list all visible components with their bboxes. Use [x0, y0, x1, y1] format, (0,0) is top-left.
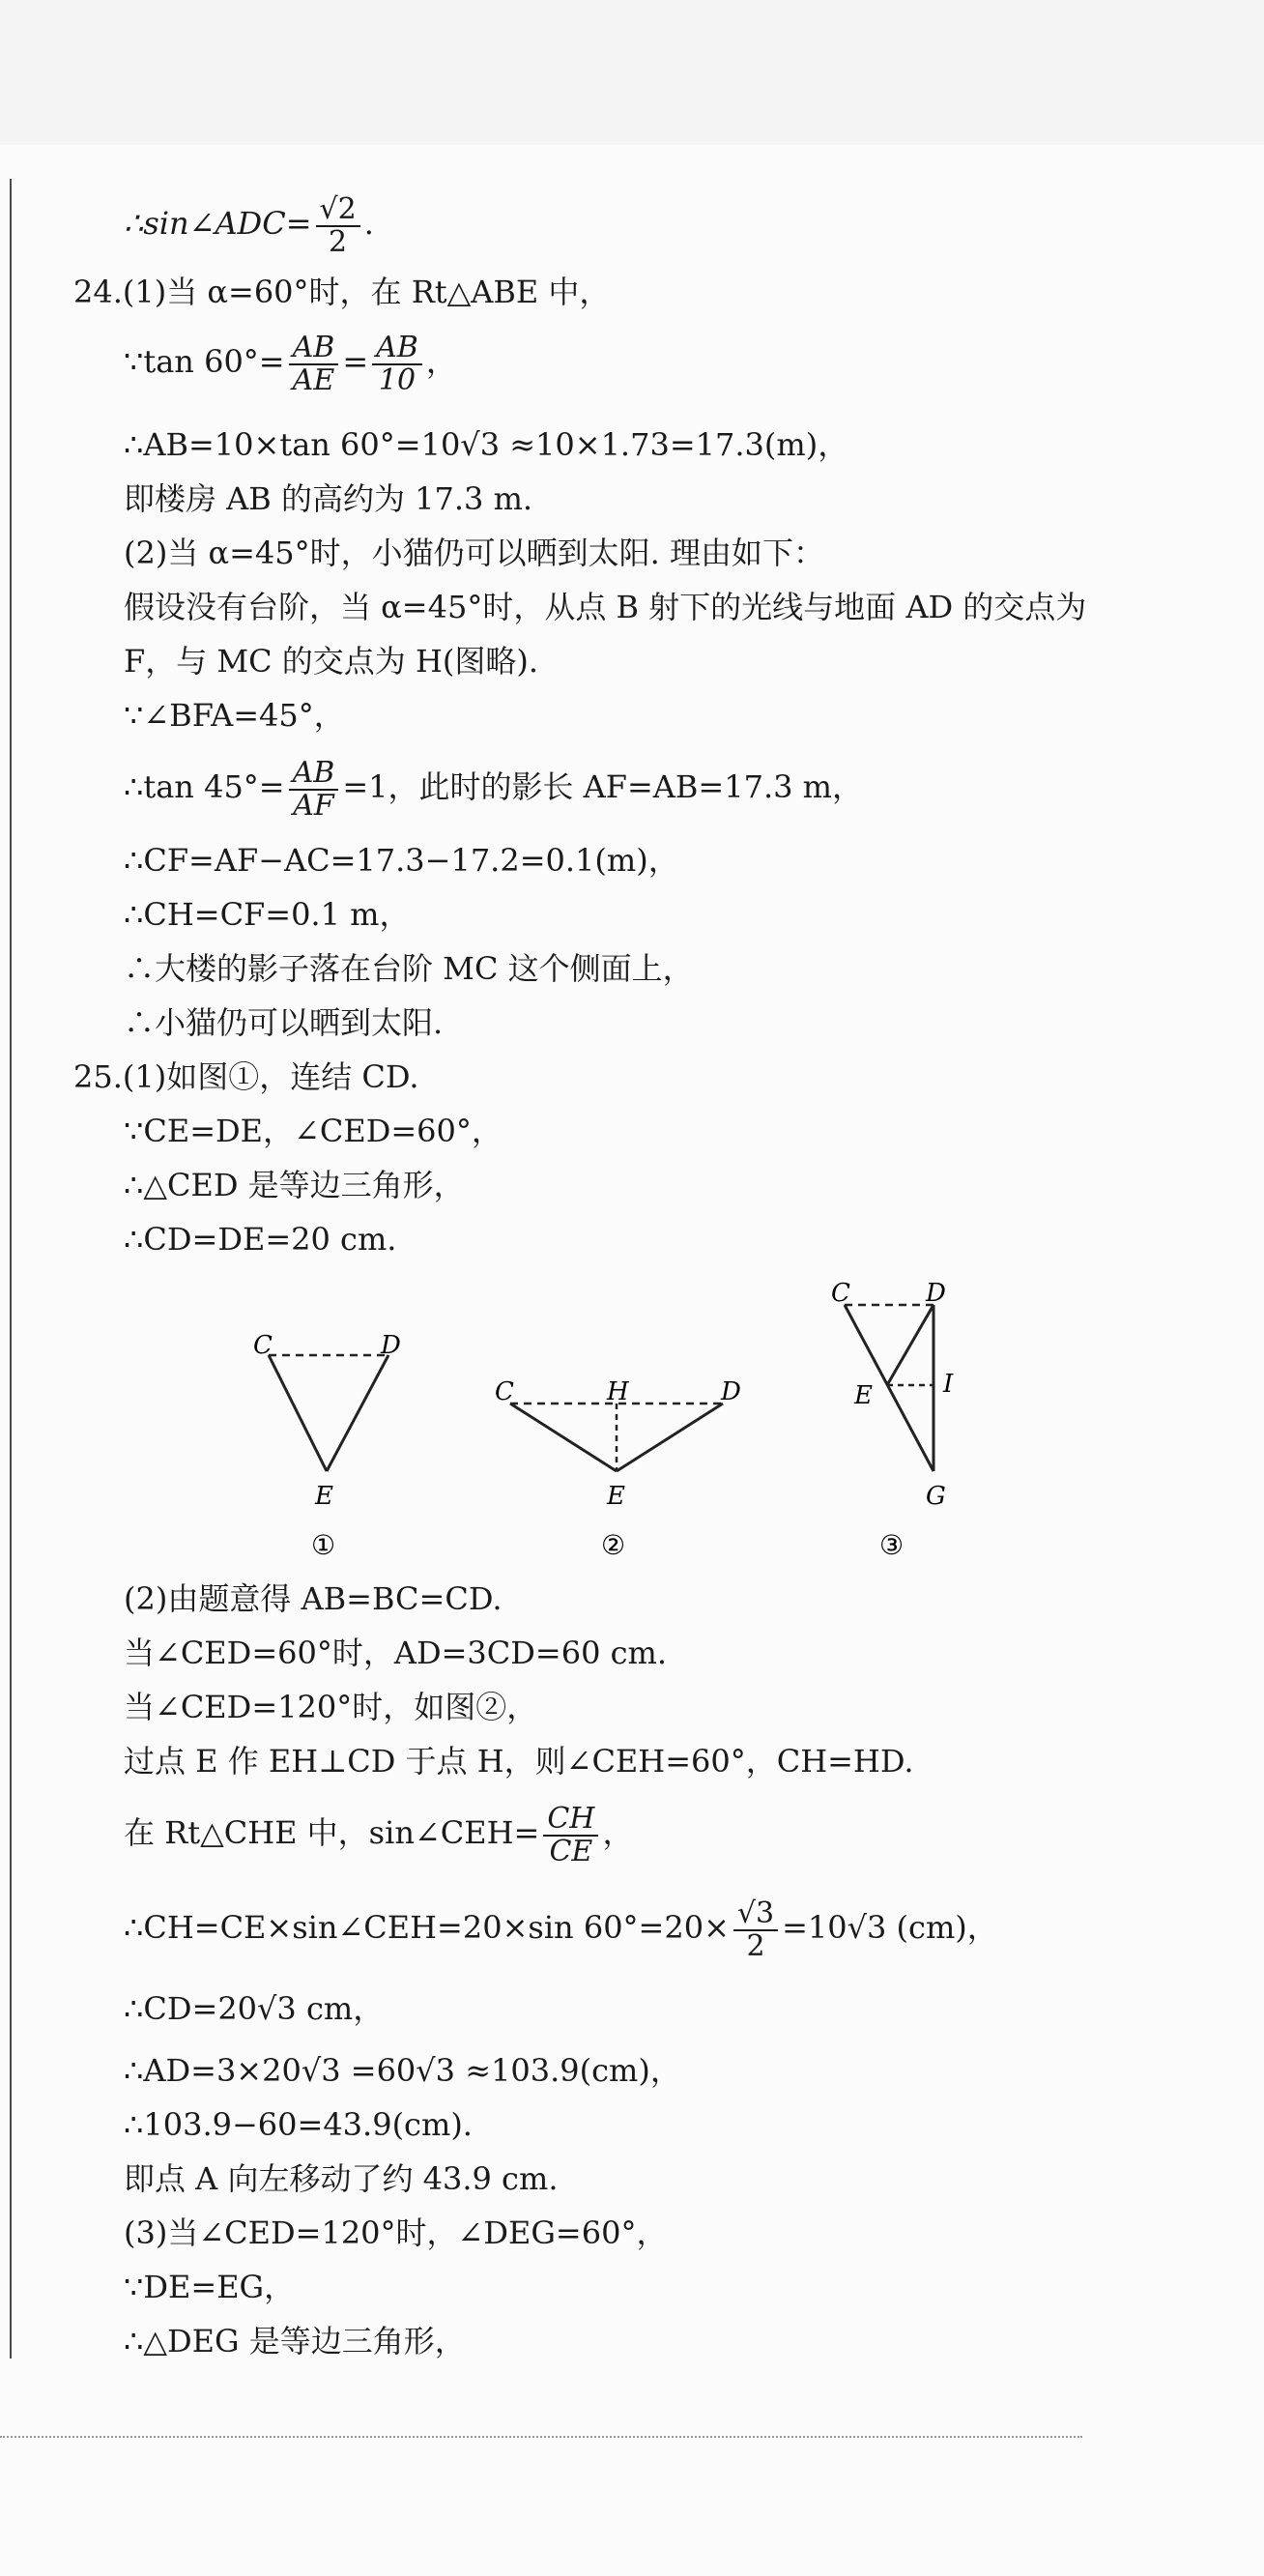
frac-den: 10 — [378, 362, 417, 397]
label-d: D — [381, 1331, 401, 1360]
line-deg: ∴△DEG 是等边三角形， — [124, 2323, 466, 2359]
label-c: C — [253, 1331, 273, 1360]
text: . — [363, 205, 374, 242]
line-cat: ∴小猫仍可以晒到太阳. — [124, 1004, 444, 1041]
frac-den: AE — [292, 362, 335, 397]
line-perp: 过点 E 作 EH⊥CD 于点 H，则∠CEH=60°，CH=HD. — [124, 1743, 914, 1780]
frac-den: 2 — [746, 1928, 765, 1963]
frac-num: √3 — [733, 1898, 778, 1931]
q25-part3: (3)当∠CED=120°时，∠DEG=60°， — [124, 2214, 668, 2251]
figure-2 — [495, 1377, 741, 1561]
label-e: E — [854, 1381, 873, 1410]
q25-part2: (2)由题意得 AB=BC=CD. — [124, 1580, 503, 1617]
label-c: C — [495, 1377, 514, 1406]
line-cf: ∴CF=AF−AC=17.3−17.2=0.1(m)， — [124, 842, 679, 879]
segment-ce — [510, 1404, 617, 1471]
line-move: 即点 A 向左移动了约 43.9 cm. — [124, 2160, 559, 2197]
frac-num: CH — [543, 1804, 598, 1837]
frac-num: AB — [289, 758, 339, 791]
segment-de — [327, 1355, 388, 1471]
q25-part1: 25.(1)如图①，连结 CD. — [73, 1058, 419, 1095]
fraction — [733, 1898, 778, 1962]
q24-part2: (2)当 α=45°时，小猫仍可以晒到太阳. 理由如下： — [124, 535, 824, 571]
line-cd: ∴CD=DE=20 cm. — [124, 1221, 397, 1258]
frac-den: CE — [549, 1834, 593, 1868]
text: =10√3 (cm)， — [782, 1909, 998, 1946]
line-ce-de: ∵CE=DE，∠CED=60°， — [124, 1113, 503, 1149]
line-assume: 假设没有台阶，当 α=45°时，从点 B 射下的光线与地面 AD 的交点为 — [124, 589, 1087, 625]
label-e: E — [607, 1482, 625, 1511]
figure-1 — [253, 1331, 401, 1561]
label-d: D — [926, 1279, 946, 1308]
q24-part1: 24.(1)当 α=60°时，在 Rt△ABE 中， — [73, 274, 611, 310]
line-cd2: ∴CD=20√3 cm， — [124, 1990, 385, 2027]
line-ad: ∴AD=3×20√3 =60√3 ≈103.9(cm)， — [124, 2052, 681, 2089]
label-i: I — [943, 1370, 954, 1399]
label-h: H — [607, 1377, 629, 1406]
line-tan60 — [124, 327, 457, 396]
line-sin-adc — [124, 189, 374, 257]
line-rt-che — [124, 1798, 633, 1867]
text: 在 Rt△CHE 中，sin∠CEH= — [124, 1814, 540, 1851]
frac-den: 2 — [329, 224, 348, 259]
line-shadow: ∴大楼的影子落在台阶 MC 这个侧面上， — [124, 950, 694, 987]
text: ∴CH=CE×sin∠CEH=20×sin 60°=20× — [124, 1909, 730, 1946]
line-120: 当∠CED=120°时，如图②， — [124, 1689, 538, 1725]
line-diff: ∴103.9−60=43.9(cm). — [124, 2106, 473, 2143]
line-height: 即楼房 AB 的高约为 17.3 m. — [124, 480, 533, 517]
fraction — [289, 330, 339, 397]
caption-3: ③ — [879, 1529, 905, 1561]
footer-dotted-rule — [0, 2436, 1082, 2438]
label-e: E — [315, 1482, 333, 1511]
line-ch-calc — [124, 1893, 998, 1962]
fraction — [543, 1801, 598, 1868]
fraction — [289, 755, 339, 823]
caption-1: ① — [311, 1529, 336, 1561]
figure-3 — [831, 1279, 954, 1561]
label-c: C — [831, 1279, 850, 1308]
text: ∴sin∠ADC= — [124, 205, 312, 242]
line-tan45 — [124, 752, 863, 822]
line-ch: ∴CH=CF=0.1 m， — [124, 896, 411, 933]
text: ， — [425, 343, 457, 380]
line-60: 当∠CED=60°时，AD=3CD=60 cm. — [124, 1635, 668, 1671]
text: =1，此时的影长 AF=AB=17.3 m， — [342, 768, 864, 805]
line-ab: ∴AB=10×tan 60°=10√3 ≈10×1.73=17.3(m)， — [124, 426, 849, 463]
segment-de — [887, 1305, 934, 1385]
frac-den: AF — [293, 788, 334, 823]
text: ∵tan 60°= — [124, 343, 285, 380]
line-de-eg: ∵DE=EG， — [124, 2269, 296, 2305]
frac-num: AB — [372, 333, 422, 365]
segment-de — [617, 1404, 723, 1471]
segment-ce — [269, 1355, 327, 1471]
line-bfa: ∵∠BFA=45°， — [124, 697, 345, 734]
line-assume2: F，与 MC 的交点为 H(图略). — [124, 643, 539, 680]
frac-num: AB — [289, 333, 339, 365]
text: = — [342, 343, 369, 380]
frac-num: √2 — [316, 194, 360, 227]
text: ∴tan 45°= — [124, 768, 285, 805]
caption-2: ② — [601, 1529, 626, 1561]
label-d: D — [721, 1377, 741, 1406]
text: ， — [602, 1814, 634, 1851]
fraction — [316, 191, 360, 259]
fraction — [372, 330, 422, 397]
label-g: G — [926, 1482, 946, 1511]
line-equilateral: ∴△CED 是等边三角形， — [124, 1167, 465, 1203]
figures — [0, 1266, 1264, 1576]
